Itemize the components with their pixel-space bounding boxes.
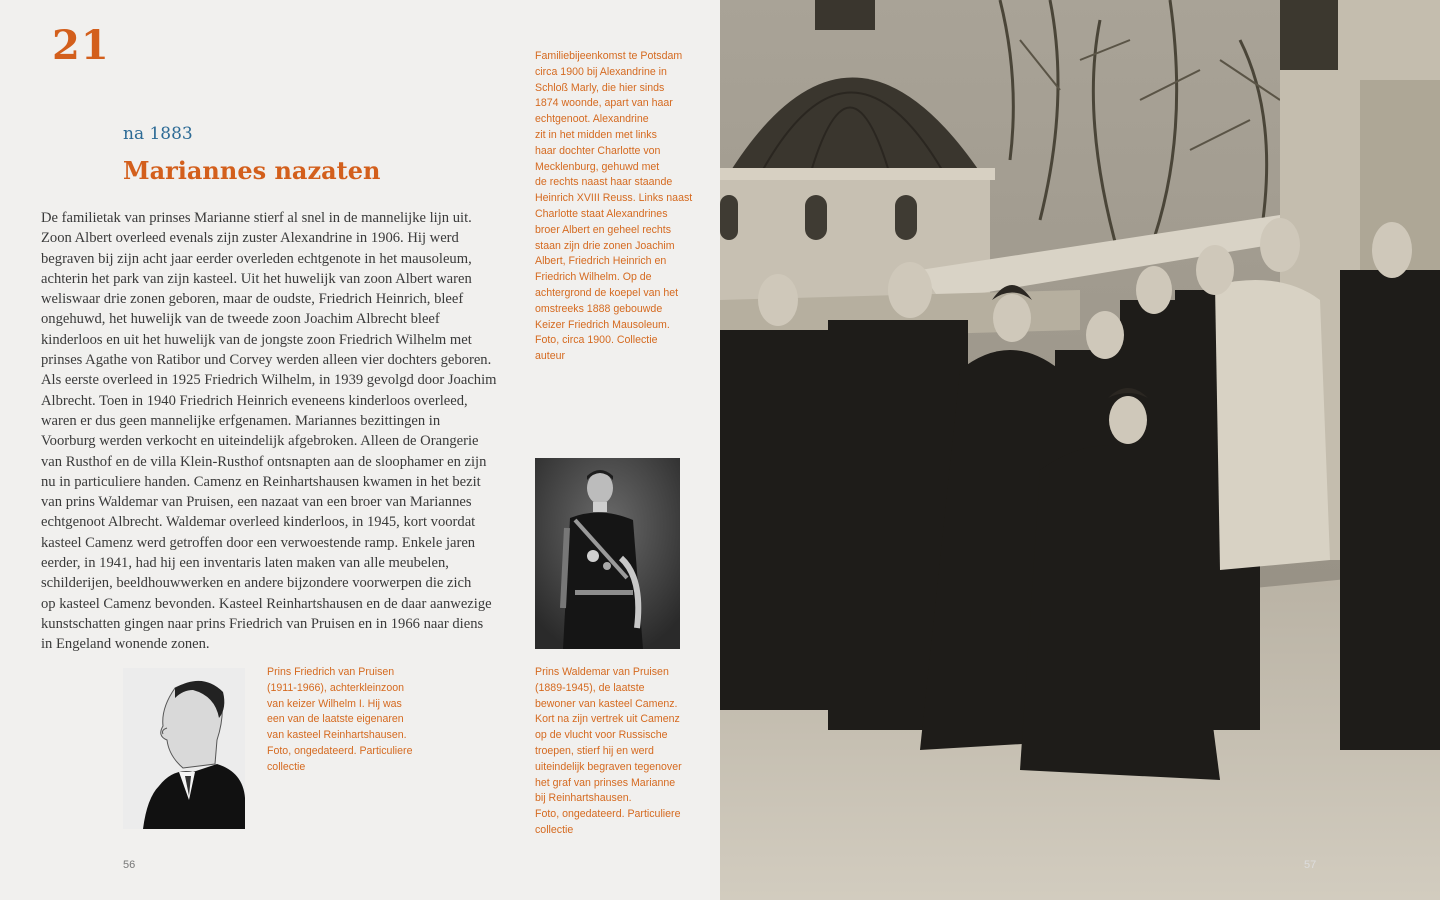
caption-line: bewoner van kasteel Camenz.	[535, 697, 678, 710]
caption-line: 1874 woonde, apart van haar	[535, 97, 673, 110]
caption-line: Foto, ongedateerd. Particuliere	[267, 744, 413, 757]
caption-line: broer Albert en geheel rechts	[535, 223, 672, 236]
body-line: kunstschatten gingen naar prins Friedrich van Pruisen en in 1966 naar diens	[41, 615, 484, 632]
body-line: waren er dus geen mannelijke erfgenamen. Mariannes bezittingen in	[41, 412, 441, 429]
body-line: schilderijen, beeldhouwwerken en andere bijzondere voorwerpen die zich	[41, 575, 472, 592]
caption-line: staan zijn drie zonen Joachim	[535, 239, 675, 252]
caption-line: Charlotte staat Alexandrines	[535, 207, 668, 220]
body-line: ongehuwd, het huwelijk van de tweede zoon Joachim Albrecht bleef	[41, 311, 440, 328]
caption-line: Albert, Friedrich Heinrich en	[535, 255, 667, 268]
caption-line: bij Reinhartshausen.	[535, 792, 632, 805]
caption-line: Foto, ongedateerd. Particuliere	[535, 808, 681, 821]
body-text	[41, 208, 516, 655]
body-line: eerder, in 1941, had hij een inventaris laten maken van alle meubelen,	[41, 555, 449, 572]
caption-waldemar	[535, 665, 700, 839]
caption-line: haar dochter Charlotte von	[535, 144, 661, 157]
waldemar-portrait-photo	[535, 458, 680, 649]
body-line: kasteel Camenz werd getroffen door een verwoestende ramp. Enkele jaren	[41, 534, 476, 551]
page-number-left: 56	[123, 859, 136, 871]
caption-line: Heinrich XVIII Reuss. Links naast	[535, 192, 693, 205]
friedrich-portrait-photo	[123, 668, 245, 829]
body-line: kinderloos en uit het huwelijk van de jongste zoon Friedrich Wilhelm met	[41, 331, 472, 348]
caption-line: Mecklenburg, gehuwd met	[535, 160, 660, 173]
body-line: van prins Waldemar van Pruisen, een nazaat van een broer van Mariannes	[41, 494, 472, 511]
caption-line: achtergrond de koepel van het	[535, 286, 679, 299]
caption-line: Foto, circa 1900. Collectie	[535, 334, 658, 347]
caption-line: een van de laatste eigenaren	[267, 713, 404, 726]
caption-friedrich	[267, 665, 432, 776]
caption-line: collectie	[267, 760, 306, 773]
body-line: Zoon Albert overleed evenals zijn zuster Alexandrine in 1906. Hij werd	[41, 230, 459, 247]
chapter-title: Mariannes nazaten	[123, 156, 381, 185]
chapter-kicker: na 1883	[123, 124, 193, 144]
body-line: Als eerste overleed in 1925 Friedrich Wilhelm, in 1939 gevolgd door Joachim	[41, 372, 497, 389]
caption-line: (1889-1945), de laatste	[535, 681, 645, 694]
caption-line: van keizer Wilhelm I. Hij was	[267, 697, 402, 710]
body-line: Voorburg werden verkocht en uiteindelijk afgebroken. Alleen de Orangerie	[41, 433, 479, 450]
caption-line: op de vlucht voor Russische	[535, 729, 668, 742]
caption-line: Kort na zijn vertrek uit Camenz	[535, 713, 680, 726]
caption-line: auteur	[535, 350, 566, 363]
body-line: prinses Agathe von Ratibor und Corvey werden alleen vier dochters geboren.	[41, 352, 492, 369]
body-line: nu in particuliere handen. Camenz en Reinhartshausen kwamen in het bezit	[41, 473, 481, 490]
body-line: begraven bij zijn acht jaar eerder overleden echtgenote in het mausoleum,	[41, 250, 472, 267]
caption-line: Prins Friedrich van Pruisen	[267, 666, 395, 678]
caption-line: circa 1900 bij Alexandrine in	[535, 65, 667, 78]
body-line: Albrecht. Toen in 1940 Friedrich Heinrich eveneens kinderloos overleed,	[41, 392, 468, 409]
family-group-photo	[720, 0, 1440, 900]
caption-line: van kasteel Reinhartshausen.	[267, 729, 407, 742]
chapter-number: 21	[52, 22, 110, 69]
caption-line: Familiebijeenkomst te Potsdam	[535, 50, 683, 62]
caption-line: uiteindelijk begraven tegenover	[535, 760, 682, 773]
caption-line: Friedrich Wilhelm. Op de	[535, 271, 652, 284]
body-line: achterin het park van zijn kasteel. Uit het huwelijk van zoon Albert waren	[41, 270, 472, 287]
caption-family-photo	[535, 49, 700, 365]
caption-line: Prins Waldemar van Pruisen	[535, 666, 669, 678]
caption-line: het graf van prinses Marianne	[535, 776, 676, 789]
page-number-right: 57	[1304, 859, 1317, 871]
body-line: in Engeland wonende zonen.	[41, 636, 210, 653]
caption-line: echtgenoot. Alexandrine	[535, 113, 649, 126]
body-line: van Rusthof en de villa Klein-Rusthof ontsnapten aan de sloophamer en zijn	[41, 453, 487, 470]
body-line: De familietak van prinses Marianne stierf al snel in de mannelijke lijn uit.	[41, 210, 472, 226]
caption-line: de rechts naast haar staande	[535, 176, 673, 189]
caption-line: (1911-1966), achterkleinzoon	[267, 681, 405, 694]
caption-line: omstreeks 1888 gebouwde	[535, 302, 663, 315]
caption-line: collectie	[535, 823, 574, 836]
body-line: echtgenoot Albrecht. Waldemar overleed kinderloos, in 1945, kort voordat	[41, 514, 476, 531]
caption-line: troepen, stierf hij en werd	[535, 744, 654, 757]
caption-line: Keizer Friedrich Mausoleum.	[535, 318, 670, 331]
caption-line: Schloß Marly, die hier sinds	[535, 81, 665, 94]
body-line: op kasteel Camenz bevonden. Kasteel Reinhartshausen en de daar aanwezige	[41, 595, 492, 612]
caption-line: zit in het midden met links	[535, 128, 657, 141]
body-line: weliswaar drie zonen geboren, maar de oudste, Friedrich Heinrich, bleef	[41, 291, 464, 308]
